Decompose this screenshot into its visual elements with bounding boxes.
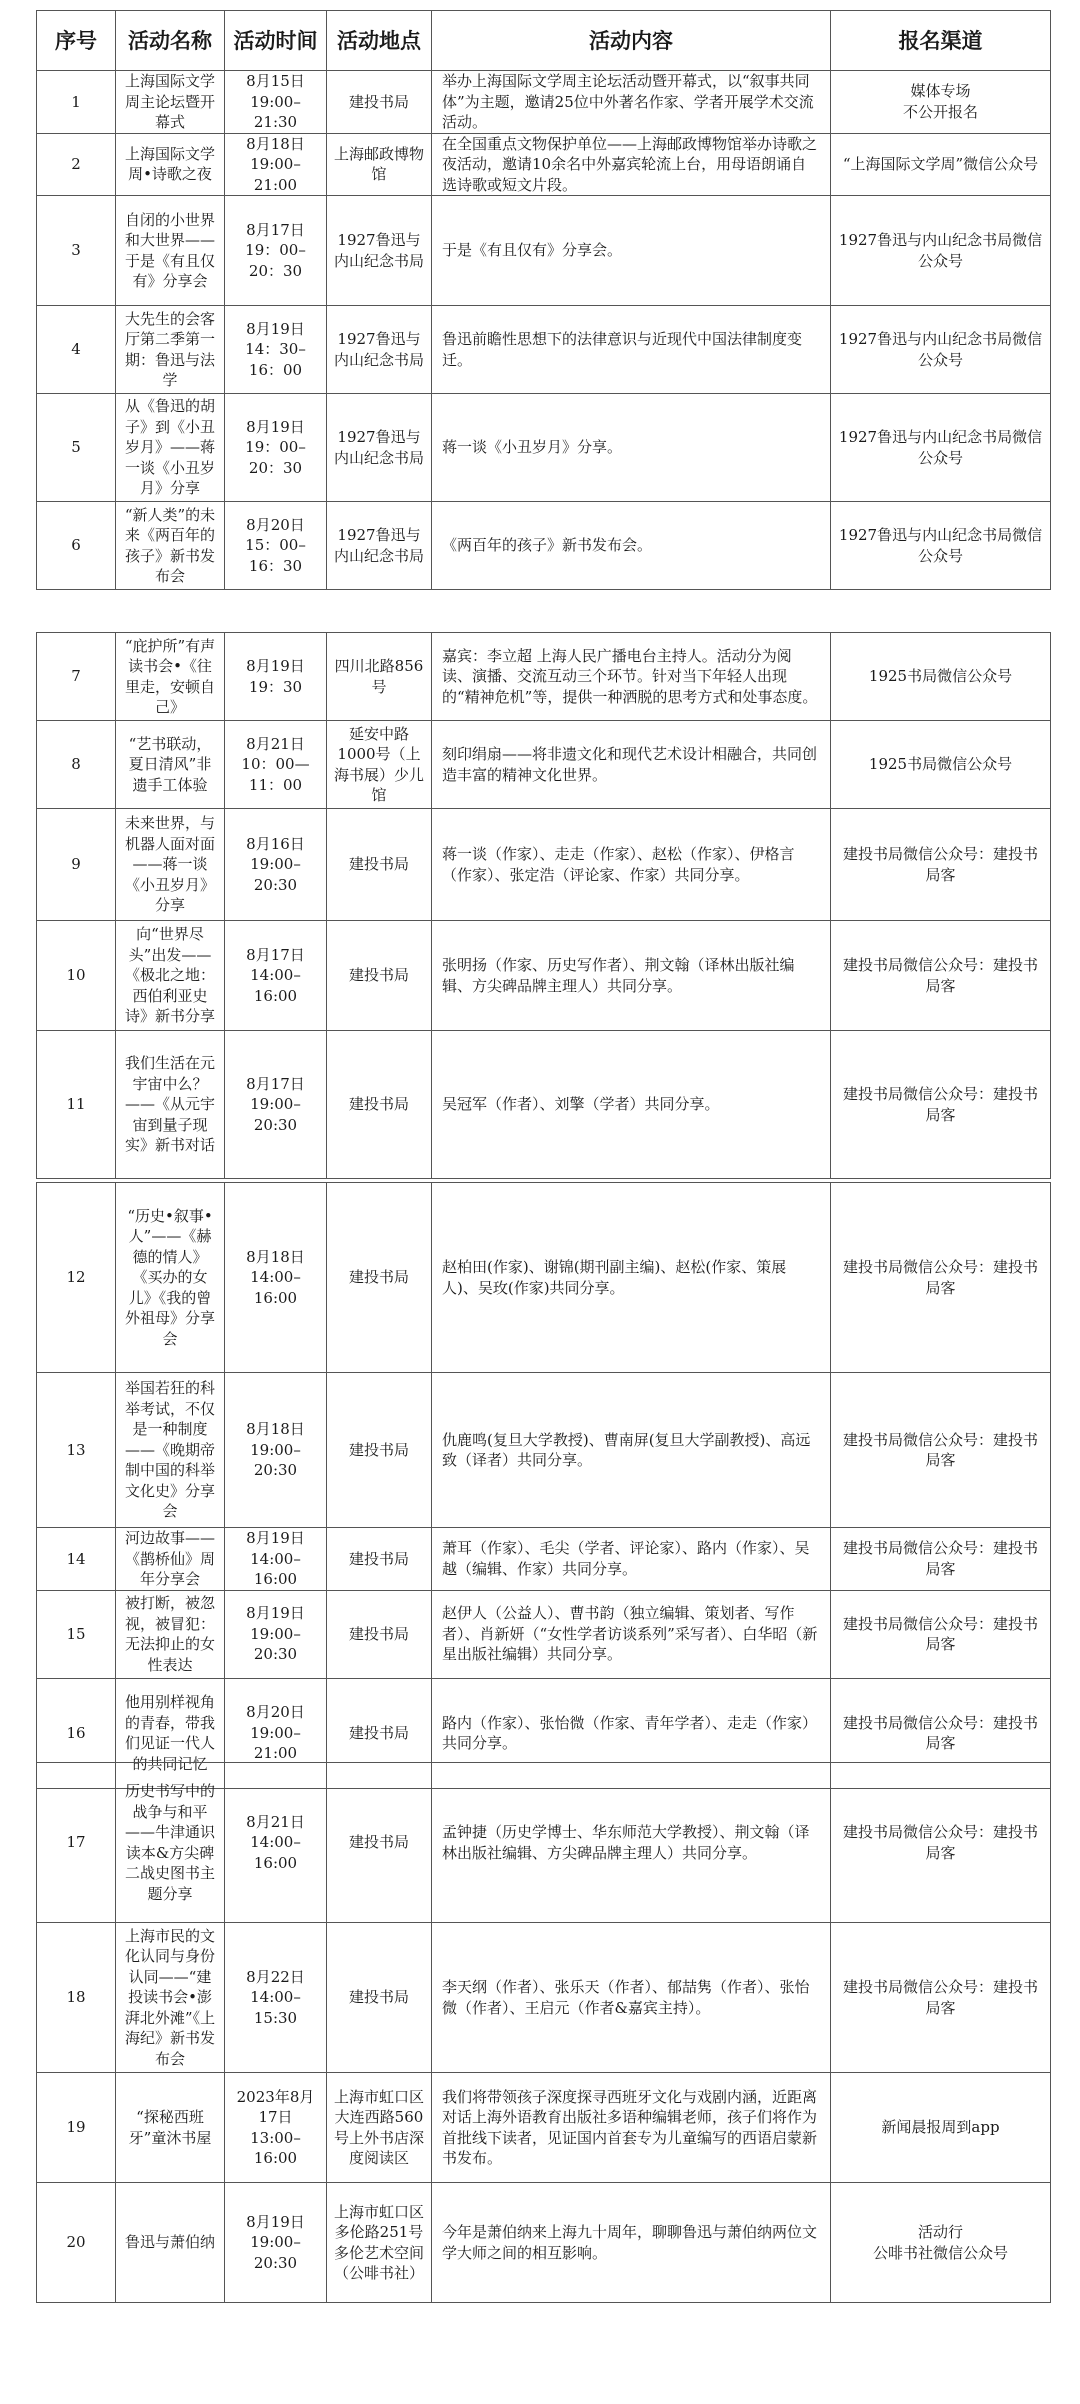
activity-content: 今年是萧伯纳来上海九十周年，聊聊鲁迅与萧伯纳两位文学大师之间的相互影响。 [432, 2183, 831, 2303]
activity-place: 四川北路856号 [327, 633, 432, 721]
signup-channel: 1927鲁迅与内山纪念书局微信公众号 [831, 306, 1051, 394]
signup-channel: 1925书局微信公众号 [831, 721, 1051, 809]
signup-channel: 新闻晨报周到app [831, 2073, 1051, 2183]
row-number: 12 [37, 1183, 116, 1373]
activity-place: 1927鲁迅与内山纪念书局 [327, 502, 432, 590]
activity-name: 上海国际文学周主论坛暨开幕式 [116, 71, 225, 134]
table-row [37, 502, 1051, 590]
row-number: 3 [37, 196, 116, 306]
table-row [37, 1763, 1051, 1923]
activity-place: 建投书局 [327, 809, 432, 921]
table-row [37, 721, 1051, 809]
header-activity-place: 活动地点 [327, 11, 432, 71]
activity-time: 8月19日 14:00–16:00 [225, 1528, 327, 1591]
activity-name: “庇护所”有声读书会•《往里走，安顿自己》 [116, 633, 225, 721]
activity-place: 建投书局 [327, 1528, 432, 1591]
table-row [37, 1031, 1051, 1179]
signup-channel: 1927鲁迅与内山纪念书局微信公众号 [831, 394, 1051, 502]
activity-name: “艺书联动，夏日清风”非遗手工体验 [116, 721, 225, 809]
activity-content: 嘉宾：李立超 上海人民广播电台主持人。活动分为阅读、演播、交流互动三个环节。针对当下年轻人出现的“精神危机”等，提供一种洒脱的思考方式和处事态度。 [432, 633, 831, 721]
row-number: 16 [37, 1678, 116, 1788]
signup-channel: 建投书局微信公众号：建投书局客 [831, 1923, 1051, 2073]
activity-name: 被打断，被忽视，被冒犯：无法抑止的女性表达 [116, 1590, 225, 1678]
activity-time: 8月20日 15：00–16：30 [225, 502, 327, 590]
table-row [37, 2183, 1051, 2303]
signup-channel: 建投书局微信公众号：建投书局客 [831, 1031, 1051, 1179]
activity-place: 建投书局 [327, 1763, 432, 1923]
table-row [37, 633, 1051, 721]
activity-time: 8月21日 14:00–16:00 [225, 1763, 327, 1923]
table-row [37, 1923, 1051, 2073]
activity-place: 上海邮政博物馆 [327, 133, 432, 196]
activity-content: 萧耳（作家）、毛尖（学者、评论家）、路内（作家）、吴越（编辑、作家）共同分享。 [432, 1528, 831, 1591]
activity-content: 于是《有且仅有》分享会。 [432, 196, 831, 306]
activity-content: 路内（作家）、张怡微（作家、青年学者）、走走（作家）共同分享。 [432, 1678, 831, 1788]
row-number: 10 [37, 921, 116, 1031]
activity-time: 8月19日 19：30 [225, 633, 327, 721]
signup-channel: 建投书局微信公众号：建投书局客 [831, 1763, 1051, 1923]
activity-time: 8月19日 19:00–20:30 [225, 1590, 327, 1678]
activity-name: 举国若狂的科举考试，不仅是一种制度——《晚期帝制中国的科举文化史》分享会 [116, 1373, 225, 1528]
activity-name: 大先生的会客厅第二季第一期：鲁迅与法学 [116, 306, 225, 394]
activity-time: 8月17日 14:00–16:00 [225, 921, 327, 1031]
row-number: 4 [37, 306, 116, 394]
activity-content: 我们将带领孩子深度探寻西班牙文化与戏剧内涵，近距离对话上海外语教育出版社多语种编辑老师，孩子们将作为首批线下读者，见证国内首套专为儿童编写的西语启蒙新书发布。 [432, 2073, 831, 2183]
activity-time: 8月17日 19：00–20：30 [225, 196, 327, 306]
activity-time: 8月15日 19:00–21:30 [225, 71, 327, 134]
table-row [37, 133, 1051, 196]
header-activity-name: 活动名称 [116, 11, 225, 71]
signup-channel: 1925书局微信公众号 [831, 633, 1051, 721]
row-number: 13 [37, 1373, 116, 1528]
row-number: 17 [37, 1763, 116, 1923]
activity-name: 从《鲁迅的胡子》到《小丑岁月》——蒋一谈《小丑岁月》分享 [116, 394, 225, 502]
schedule-table-part-1 [36, 10, 1051, 590]
table-row [37, 196, 1051, 306]
activity-name: 向“世界尽头”出发——《极北之地：西伯利亚史诗》新书分享 [116, 921, 225, 1031]
signup-channel: “上海国际文学周”微信公众号 [831, 133, 1051, 196]
signup-channel: 建投书局微信公众号：建投书局客 [831, 1528, 1051, 1591]
table-row [37, 1528, 1051, 1591]
activity-content: 《两百年的孩子》新书发布会。 [432, 502, 831, 590]
signup-channel: 建投书局微信公众号：建投书局客 [831, 921, 1051, 1031]
row-number: 9 [37, 809, 116, 921]
activity-name: “探秘西班牙”童沐书屋 [116, 2073, 225, 2183]
schedule-table-part-4 [36, 1762, 1051, 2303]
signup-channel: 活动行 公啡书社微信公众号 [831, 2183, 1051, 2303]
activity-time: 8月18日 14:00–16:00 [225, 1183, 327, 1373]
activity-content: 仇鹿鸣(复旦大学教授)、曹南屏(复旦大学副教授)、高远致（译者）共同分享。 [432, 1373, 831, 1528]
activity-time: 8月19日 19:00–20:30 [225, 2183, 327, 2303]
table-row [37, 1590, 1051, 1678]
signup-channel: 媒体专场 不公开报名 [831, 71, 1051, 134]
row-number: 11 [37, 1031, 116, 1179]
activity-time: 8月22日 14:00–15:30 [225, 1923, 327, 2073]
header-row-number: 序号 [37, 11, 116, 71]
schedule-table-part-3 [36, 1182, 1051, 1789]
activity-place: 建投书局 [327, 1678, 432, 1788]
activity-content: 孟钟捷（历史学博士、华东师范大学教授）、荆文翰（译林出版社编辑、方尖碑品牌主理人）共同分享。 [432, 1763, 831, 1923]
activity-time: 8月21日 10：00—11：00 [225, 721, 327, 809]
row-number: 18 [37, 1923, 116, 2073]
row-number: 2 [37, 133, 116, 196]
activity-content: 刻印绢扇——将非遗文化和现代艺术设计相融合，共同创造丰富的精神文化世界。 [432, 721, 831, 809]
activity-name: “历史•叙事•人”——《赫德的情人》《买办的女儿》《我的曾外祖母》分享会 [116, 1183, 225, 1373]
header-row [37, 11, 1051, 71]
activity-place: 建投书局 [327, 1031, 432, 1179]
signup-channel: 1927鲁迅与内山纪念书局微信公众号 [831, 196, 1051, 306]
activity-time: 2023年8月17日 13:00–16:00 [225, 2073, 327, 2183]
signup-channel: 建投书局微信公众号：建投书局客 [831, 1373, 1051, 1528]
signup-channel: 1927鲁迅与内山纪念书局微信公众号 [831, 502, 1051, 590]
table-row [37, 71, 1051, 134]
activity-place: 1927鲁迅与内山纪念书局 [327, 306, 432, 394]
table-row [37, 2073, 1051, 2183]
activity-content: 吴冠军（作者）、刘擎（学者）共同分享。 [432, 1031, 831, 1179]
activity-time: 8月17日 19:00–20:30 [225, 1031, 327, 1179]
row-number: 19 [37, 2073, 116, 2183]
activity-content: 张明扬（作家、历史写作者）、荆文翰（译林出版社编辑、方尖碑品牌主理人）共同分享。 [432, 921, 831, 1031]
activity-content: 李天纲（作者）、张乐天（作者）、郁喆隽（作者）、张怡微（作者）、王启元（作者&嘉宾主持）。 [432, 1923, 831, 2073]
activity-time: 8月20日 19:00–21:00 [225, 1678, 327, 1788]
signup-channel: 建投书局微信公众号：建投书局客 [831, 1183, 1051, 1373]
table-row [37, 394, 1051, 502]
table-row [37, 921, 1051, 1031]
schedule-table-part-2 [36, 632, 1051, 1179]
header-activity-time: 活动时间 [225, 11, 327, 71]
activity-place: 1927鲁迅与内山纪念书局 [327, 196, 432, 306]
header-signup-channel: 报名渠道 [831, 11, 1051, 71]
activity-content: 举办上海国际文学周主论坛活动暨开幕式，以“叙事共同体”为主题，邀请25位中外著名作家、学者开展学术交流活动。 [432, 71, 831, 134]
row-number: 14 [37, 1528, 116, 1591]
activity-name: 上海市民的文化认同与身份认同——“建投读书会•澎湃北外滩”《上海纪》新书发布会 [116, 1923, 225, 2073]
activity-name: 我们生活在元宇宙中么？——《从元宇宙到量子现实》新书对话 [116, 1031, 225, 1179]
activity-place: 延安中路1000号（上海书展）少儿馆 [327, 721, 432, 809]
activity-time: 8月19日 14：30–16：00 [225, 306, 327, 394]
activity-content: 蒋一谈（作家）、走走（作家）、赵松（作家）、伊格言（作家）、张定浩（评论家、作家）共同分享。 [432, 809, 831, 921]
activity-name: 他用别样视角的青春，带我们见证一代人的共同记忆 [116, 1678, 225, 1788]
row-number: 7 [37, 633, 116, 721]
table-row [37, 809, 1051, 921]
activity-place: 建投书局 [327, 71, 432, 134]
activity-time: 8月19日 19：00–20：30 [225, 394, 327, 502]
activity-place: 1927鲁迅与内山纪念书局 [327, 394, 432, 502]
activity-name: “新人类”的未来《两百年的孩子》新书发布会 [116, 502, 225, 590]
table-row [37, 1373, 1051, 1528]
activity-place: 建投书局 [327, 921, 432, 1031]
activity-time: 8月16日 19:00–20:30 [225, 809, 327, 921]
table-row [37, 306, 1051, 394]
activity-place: 建投书局 [327, 1373, 432, 1528]
activity-place: 上海市虹口区大连西路560号上外书店深度阅读区 [327, 2073, 432, 2183]
activity-name: 未来世界，与机器人面对面——蒋一谈《小丑岁月》分享 [116, 809, 225, 921]
activity-name: 历史书写中的战争与和平——牛津通识读本&方尖碑二战史图书主题分享 [116, 1763, 225, 1923]
activity-content: 赵伊人（公益人）、曹书韵（独立编辑、策划者、写作者）、肖新妍（“女性学者访谈系列”采写者）、白华昭（新星出版社编辑）共同分享。 [432, 1590, 831, 1678]
activity-content: 在全国重点文物保护单位——上海邮政博物馆举办诗歌之夜活动，邀请10余名中外嘉宾轮流上台，用母语朗诵自选诗歌或短文片段。 [432, 133, 831, 196]
row-number: 8 [37, 721, 116, 809]
activity-time: 8月18日 19:00–20:30 [225, 1373, 327, 1528]
activity-name: 河边故事——《鹊桥仙》周年分享会 [116, 1528, 225, 1591]
activity-name: 鲁迅与萧伯纳 [116, 2183, 225, 2303]
activity-content: 赵柏田(作家)、谢锦(期刊副主编)、赵松(作家、策展人)、吴玫(作家)共同分享。 [432, 1183, 831, 1373]
header-activity-content: 活动内容 [432, 11, 831, 71]
signup-channel: 建投书局微信公众号：建投书局客 [831, 1590, 1051, 1678]
activity-content: 蒋一谈《小丑岁月》分享。 [432, 394, 831, 502]
activity-place: 上海市虹口区多伦路251号多伦艺术空间（公啡书社） [327, 2183, 432, 2303]
activity-place: 建投书局 [327, 1183, 432, 1373]
activity-name: 自闭的小世界和大世界——于是《有且仅有》分享会 [116, 196, 225, 306]
activity-place: 建投书局 [327, 1590, 432, 1678]
row-number: 20 [37, 2183, 116, 2303]
activity-name: 上海国际文学周•诗歌之夜 [116, 133, 225, 196]
table-row [37, 1183, 1051, 1373]
row-number: 5 [37, 394, 116, 502]
activity-place: 建投书局 [327, 1923, 432, 2073]
signup-channel: 建投书局微信公众号：建投书局客 [831, 1678, 1051, 1788]
row-number: 1 [37, 71, 116, 134]
activity-time: 8月18日 19:00–21:00 [225, 133, 327, 196]
signup-channel: 建投书局微信公众号：建投书局客 [831, 809, 1051, 921]
activity-content: 鲁迅前瞻性思想下的法律意识与近现代中国法律制度变迁。 [432, 306, 831, 394]
row-number: 6 [37, 502, 116, 590]
row-number: 15 [37, 1590, 116, 1678]
